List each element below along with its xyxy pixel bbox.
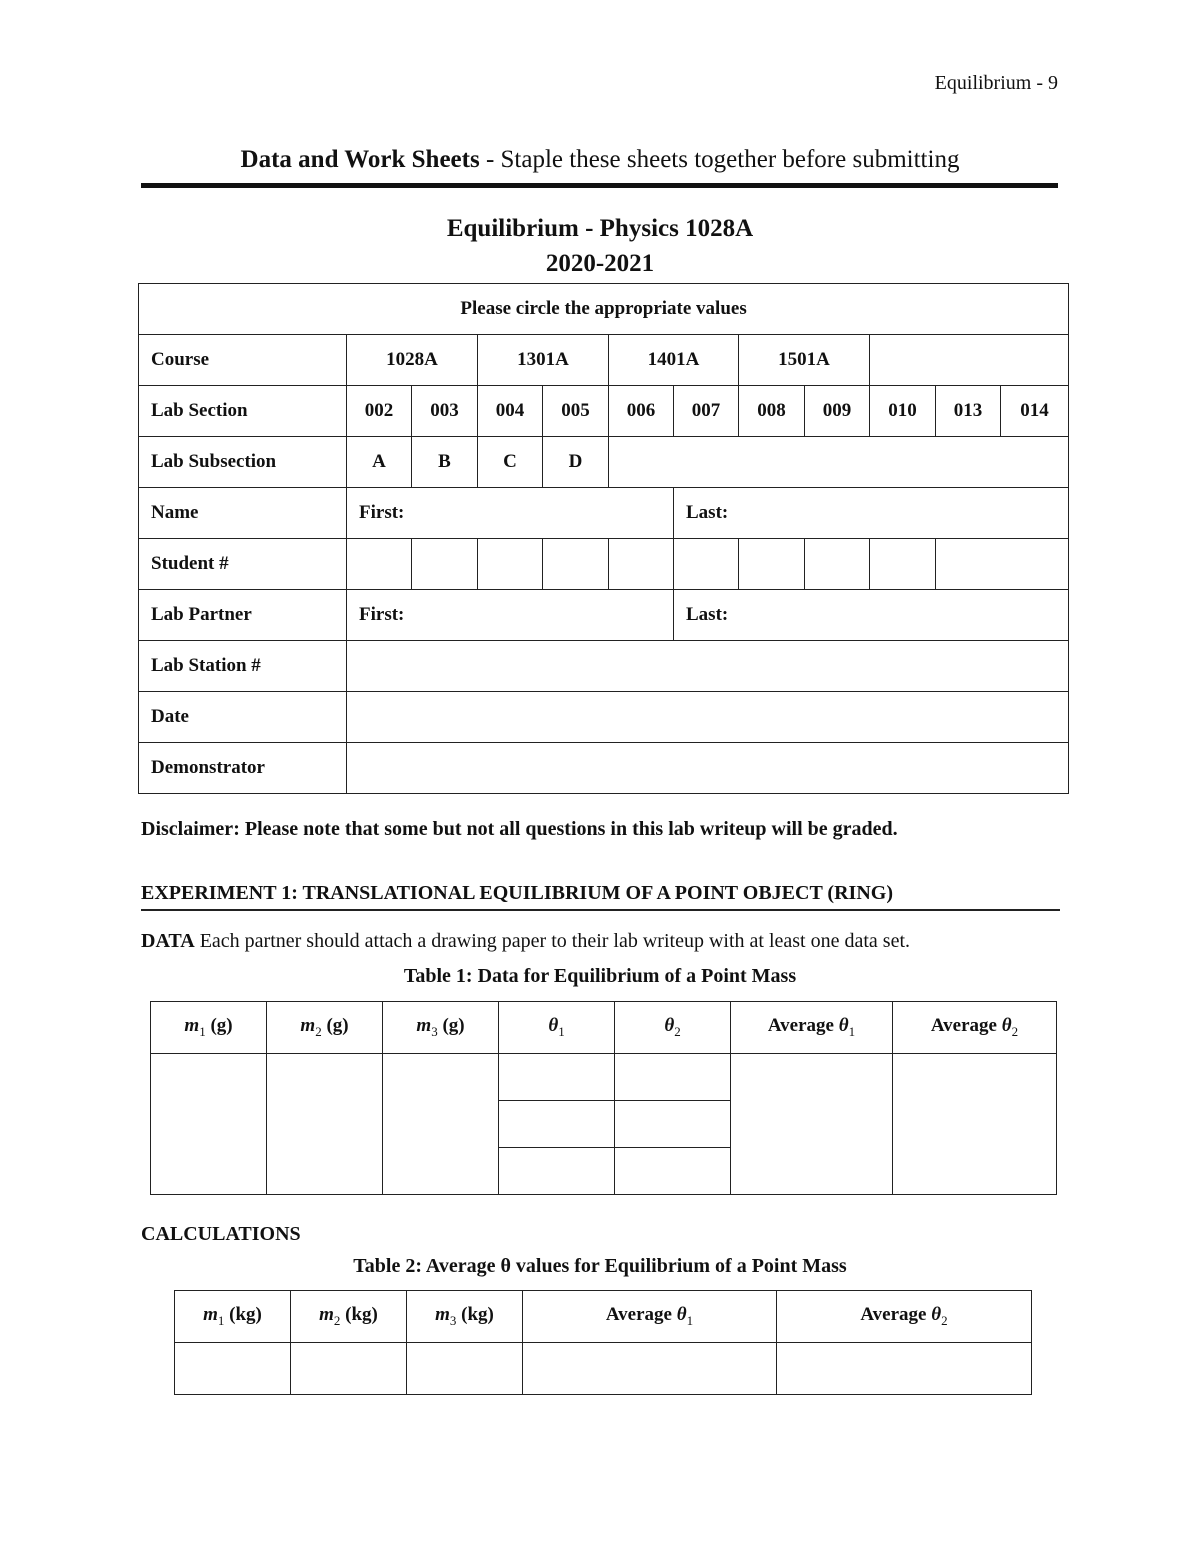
table2-header: [407, 1291, 523, 1343]
last-label: Last:: [686, 604, 729, 625]
table2-header: [777, 1291, 1032, 1343]
subsection-option[interactable]: A: [347, 437, 412, 488]
table1-cell-theta1[interactable]: [499, 1148, 615, 1195]
section-option[interactable]: 002: [347, 386, 412, 437]
header-unit: (kg): [456, 1304, 494, 1326]
table1-cell-theta1[interactable]: [499, 1101, 615, 1148]
subsection-row: [139, 437, 1069, 488]
student-digit-box[interactable]: [805, 539, 870, 590]
table1-cell-theta1[interactable]: [499, 1054, 615, 1101]
student-digit-box[interactable]: [609, 539, 674, 590]
header-subscript: 2: [315, 1023, 322, 1039]
table1-header: [893, 1002, 1057, 1054]
info-table: [138, 283, 1069, 794]
section-option[interactable]: 008: [739, 386, 805, 437]
subsection-option[interactable]: C: [478, 437, 543, 488]
header-subscript: 3: [431, 1023, 438, 1039]
header-symbol: θ: [838, 1015, 849, 1037]
instruction-text: Please circle the appropriate values: [139, 284, 1069, 335]
table2-cell-average-theta1[interactable]: [523, 1343, 777, 1395]
section-option[interactable]: 013: [936, 386, 1001, 437]
section-option[interactable]: 009: [805, 386, 870, 437]
page-header: Equilibrium - 9: [934, 72, 1058, 94]
header-subscript: 1: [686, 1312, 694, 1328]
table1-header: [267, 1002, 383, 1054]
section-label: Lab Section: [139, 386, 347, 437]
student-number-row: [139, 539, 1069, 590]
header-unit: (g): [205, 1015, 233, 1037]
table1: [150, 1001, 1057, 1195]
first-label: First:: [359, 502, 405, 523]
course-option[interactable]: 1028A: [347, 335, 478, 386]
station-field[interactable]: [347, 641, 1069, 692]
header-subscript: 2: [333, 1312, 341, 1328]
sheet-title: [140, 146, 1060, 174]
course-row: [139, 335, 1069, 386]
course-option[interactable]: 1301A: [478, 335, 609, 386]
student-number-label: Student #: [139, 539, 347, 590]
table1-cell-average-theta2[interactable]: [893, 1054, 1057, 1195]
instruction-row: [139, 284, 1069, 335]
table1-row: [151, 1054, 1057, 1101]
data-instruction: [141, 930, 910, 953]
header-unit: (g): [321, 1015, 349, 1037]
table2-cell-m3[interactable]: [407, 1343, 523, 1395]
table1-header: [731, 1002, 893, 1054]
name-last-field[interactable]: [674, 488, 1069, 539]
subsection-empty-cell: [609, 437, 1069, 488]
document-title: [140, 211, 1060, 281]
demonstrator-label: Demonstrator: [139, 743, 347, 794]
header-symbol: m: [435, 1304, 450, 1326]
last-label: Last:: [686, 502, 729, 523]
section-option[interactable]: 007: [674, 386, 739, 437]
header-prefix: Average: [930, 1015, 1002, 1037]
table1-cell-m3[interactable]: [383, 1054, 499, 1195]
student-digit-box[interactable]: [674, 539, 739, 590]
experiment-heading: EXPERIMENT 1: TRANSLATIONAL EQUILIBRIUM OF A POINT OBJECT (RING): [141, 882, 893, 904]
header-unit: (kg): [340, 1304, 378, 1326]
table1-header: [383, 1002, 499, 1054]
header-symbol: θ: [664, 1015, 675, 1037]
name-label: Name: [139, 488, 347, 539]
section-option[interactable]: 004: [478, 386, 543, 437]
header-symbol: m: [300, 1015, 316, 1037]
section-option[interactable]: 005: [543, 386, 609, 437]
demonstrator-field[interactable]: [347, 743, 1069, 794]
partner-row: [139, 590, 1069, 641]
document-title-line1: Equilibrium - Physics 1028A: [446, 215, 754, 242]
header-symbol: m: [203, 1304, 218, 1326]
student-digit-box[interactable]: [870, 539, 936, 590]
header-prefix: Average: [767, 1015, 839, 1037]
partner-label: Lab Partner: [139, 590, 347, 641]
student-digit-box[interactable]: [739, 539, 805, 590]
header-subscript: 2: [1011, 1023, 1019, 1039]
header-symbol: m: [184, 1015, 200, 1037]
table1-cell-m2[interactable]: [267, 1054, 383, 1195]
header-subscript: 1: [558, 1023, 565, 1039]
station-label: Lab Station #: [139, 641, 347, 692]
header-subscript: 2: [941, 1312, 948, 1328]
table2-cell-m1[interactable]: [175, 1343, 291, 1395]
course-option[interactable]: 1501A: [739, 335, 870, 386]
header-subscript: 1: [217, 1312, 225, 1328]
table1-cell-average-theta1[interactable]: [731, 1054, 893, 1195]
calculations-heading: CALCULATIONS: [141, 1223, 301, 1245]
partner-last-field[interactable]: [674, 590, 1069, 641]
sheet-title-rest: - Staple these sheets together before submitting: [479, 146, 960, 173]
table1-header-row: [151, 1002, 1057, 1054]
subsection-label: Lab Subsection: [139, 437, 347, 488]
header-symbol: θ: [676, 1304, 687, 1326]
section-option[interactable]: 014: [1001, 386, 1069, 437]
table2-header: [523, 1291, 777, 1343]
header-subscript: 3: [449, 1312, 457, 1328]
section-row: [139, 386, 1069, 437]
data-text: Each partner should attach a drawing paper to their lab writeup with at least one data set.: [194, 930, 910, 952]
table1-caption: Table 1: Data for Equilibrium of a Point Mass: [403, 965, 797, 987]
header-prefix: Average: [605, 1304, 677, 1326]
header-symbol: m: [416, 1015, 432, 1037]
header-symbol: θ: [1001, 1015, 1012, 1037]
course-option[interactable]: 1401A: [609, 335, 739, 386]
table1-cell-theta2[interactable]: [615, 1101, 731, 1148]
station-row: [139, 641, 1069, 692]
table2: [174, 1290, 1032, 1395]
table1-header: [615, 1002, 731, 1054]
student-digit-box[interactable]: [412, 539, 478, 590]
course-label: Course: [139, 335, 347, 386]
header-symbol: θ: [548, 1015, 559, 1037]
table1-header: [499, 1002, 615, 1054]
student-digit-box[interactable]: [347, 539, 412, 590]
header-unit: (kg): [224, 1304, 262, 1326]
subsection-option[interactable]: B: [412, 437, 478, 488]
table1-cell-theta2[interactable]: [615, 1054, 731, 1101]
table2-row: [175, 1343, 1032, 1395]
table2-caption: Table 2: Average θ values for Equilibrium of a Point Mass: [353, 1255, 847, 1277]
header-symbol: θ: [931, 1304, 942, 1326]
table2-header: [291, 1291, 407, 1343]
name-first-field[interactable]: [347, 488, 674, 539]
data-label: DATA: [141, 930, 195, 952]
header-subscript: 1: [199, 1023, 206, 1039]
header-subscript: 1: [848, 1023, 856, 1039]
table1-header: [151, 1002, 267, 1054]
header-subscript: 2: [674, 1023, 681, 1039]
table1-cell-theta2[interactable]: [615, 1148, 731, 1195]
header-symbol: m: [319, 1304, 334, 1326]
date-field[interactable]: [347, 692, 1069, 743]
student-digit-box[interactable]: [936, 539, 1069, 590]
section-option[interactable]: 003: [412, 386, 478, 437]
section-option[interactable]: 006: [609, 386, 674, 437]
student-digit-box[interactable]: [543, 539, 609, 590]
partner-first-field[interactable]: [347, 590, 674, 641]
name-row: [139, 488, 1069, 539]
date-row: [139, 692, 1069, 743]
course-empty-cell: [870, 335, 1069, 386]
table2-cell-average-theta2[interactable]: [777, 1343, 1032, 1395]
disclaimer: Disclaimer: Please note that some but not all questions in this lab writeup will be graded.: [141, 818, 898, 840]
section-option[interactable]: 010: [870, 386, 936, 437]
subsection-option[interactable]: D: [543, 437, 609, 488]
title-rule: [141, 183, 1058, 188]
sheet-title-bold: Data and Work Sheets: [240, 146, 480, 173]
date-label: Date: [139, 692, 347, 743]
document-title-line2: 2020-2021: [545, 250, 655, 277]
table1-cell-m1[interactable]: [151, 1054, 267, 1195]
student-digit-box[interactable]: [478, 539, 543, 590]
demonstrator-row: [139, 743, 1069, 794]
experiment-rule: [141, 909, 1060, 911]
table2-header: [175, 1291, 291, 1343]
table2-cell-m2[interactable]: [291, 1343, 407, 1395]
header-unit: (g): [437, 1015, 465, 1037]
table2-header-row: [175, 1291, 1032, 1343]
first-label: First:: [359, 604, 405, 625]
header-prefix: Average: [860, 1304, 932, 1326]
